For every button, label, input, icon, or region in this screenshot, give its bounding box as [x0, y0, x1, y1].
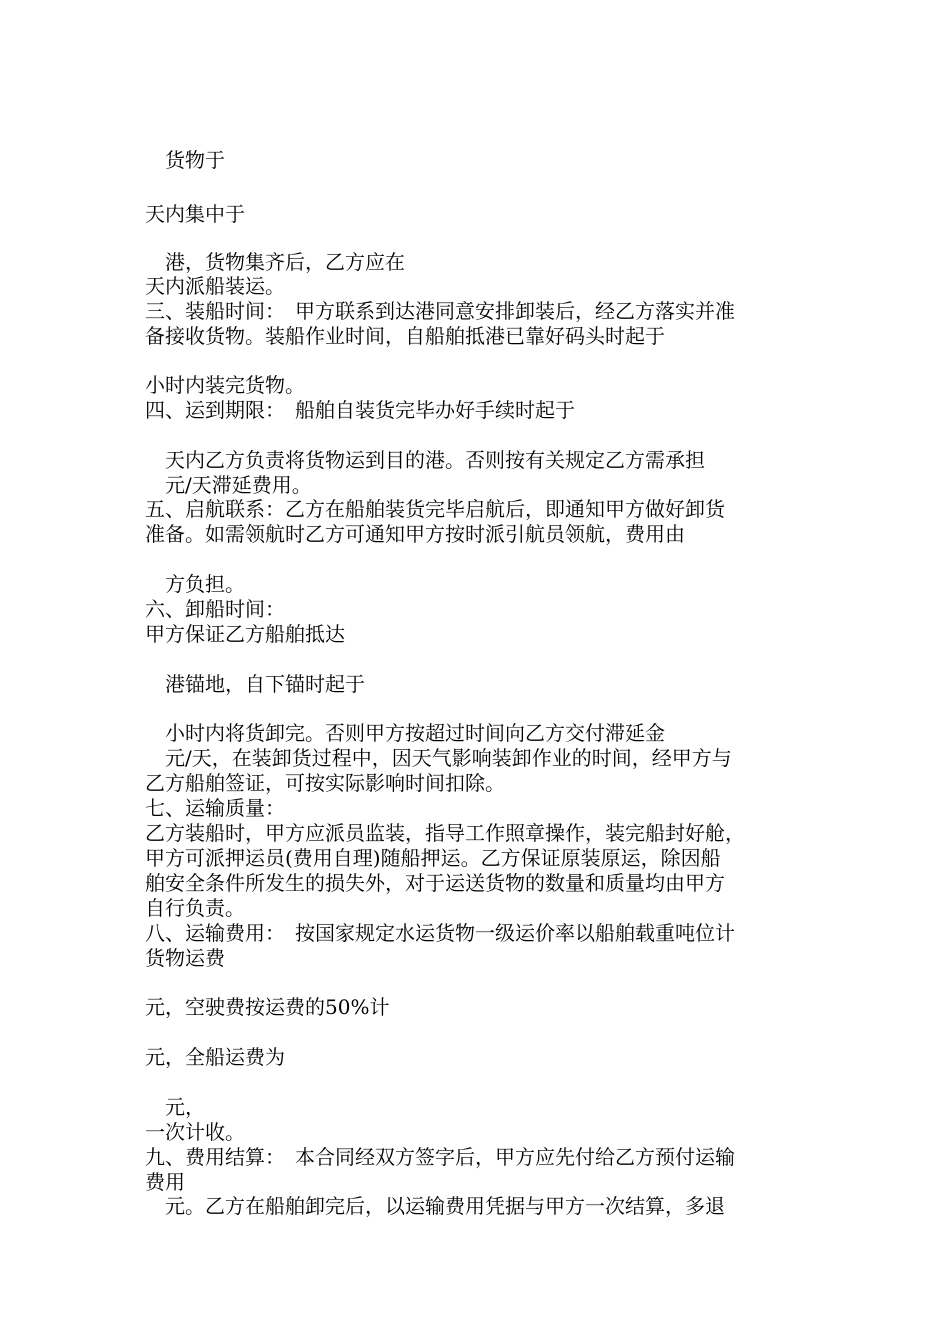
text-line-21: 乙方装船时，甲方应派员监装，指导工作照章操作，装完船封好舱， [145, 821, 745, 845]
text-line-27: 元，空驶费按运费的50%计 [145, 995, 390, 1019]
text-line-20: 七、运输质量： [145, 796, 285, 820]
text-line-25: 八、运输费用： 按国家规定水运货物一级运价率以船舶载重吨位计 [145, 921, 735, 945]
text-line-29: 元， [145, 1095, 205, 1119]
text-line-6: 备接收货物。装船作业时间，自船舶抵港已靠好码头时起于 [145, 324, 665, 348]
text-line-12: 准备。如需领航时乙方可通知甲方按时派引航员领航，费用由 [145, 522, 685, 546]
text-line-13: 方负担。 [145, 572, 245, 596]
text-line-19: 乙方船舶签证，可按实际影响时间扣除。 [145, 771, 505, 795]
text-line-16: 港锚地，自下锚时起于 [145, 672, 365, 696]
text-line-9: 天内乙方负责将货物运到目的港。否则按有关规定乙方需承担 [145, 448, 705, 472]
text-line-33: 元。乙方在船舶卸完后，以运输费用凭据与甲方一次结算，多退 [145, 1194, 725, 1218]
text-line-11: 五、启航联系：乙方在船舶装货完毕启航后，即通知甲方做好卸货 [145, 497, 725, 521]
text-line-30: 一次计收。 [145, 1120, 245, 1144]
text-line-32: 费用 [145, 1170, 185, 1194]
text-line-17: 小时内将货卸完。否则甲方按超过时间向乙方交付滞延金 [145, 721, 665, 745]
text-line-31: 九、费用结算： 本合同经双方签字后，甲方应先付给乙方预付运输 [145, 1145, 735, 1169]
text-line-14: 六、卸船时间： [145, 597, 285, 621]
text-line-18: 元/天，在装卸货过程中，因天气影响装卸作业的时间，经甲方与 [145, 746, 732, 770]
text-line-15: 甲方保证乙方船舶抵达 [145, 622, 345, 646]
text-line-28: 元，全船运费为 [145, 1045, 285, 1069]
text-line-26: 货物运费 [145, 946, 225, 970]
text-line-10: 元/天滞延费用。 [145, 473, 312, 497]
text-line-1: 货物于 [145, 148, 225, 172]
text-line-8: 四、运到期限： 船舶自装货完毕办好手续时起于 [145, 398, 575, 422]
text-line-4: 天内派船装运。 [145, 274, 285, 298]
text-line-5: 三、装船时间： 甲方联系到达港同意安排卸装后，经乙方落实并准 [145, 299, 735, 323]
text-line-3: 港，货物集齐后，乙方应在 [145, 250, 405, 274]
text-line-22: 甲方可派押运员(费用自理)随船押运。乙方保证原装原运，除因船 [145, 846, 721, 870]
text-line-2: 天内集中于 [145, 202, 245, 226]
text-line-23: 舶安全条件所发生的损失外，对于运送货物的数量和质量均由甲方 [145, 871, 725, 895]
text-line-7: 小时内装完货物。 [145, 373, 305, 397]
text-line-24: 自行负责。 [145, 896, 245, 920]
